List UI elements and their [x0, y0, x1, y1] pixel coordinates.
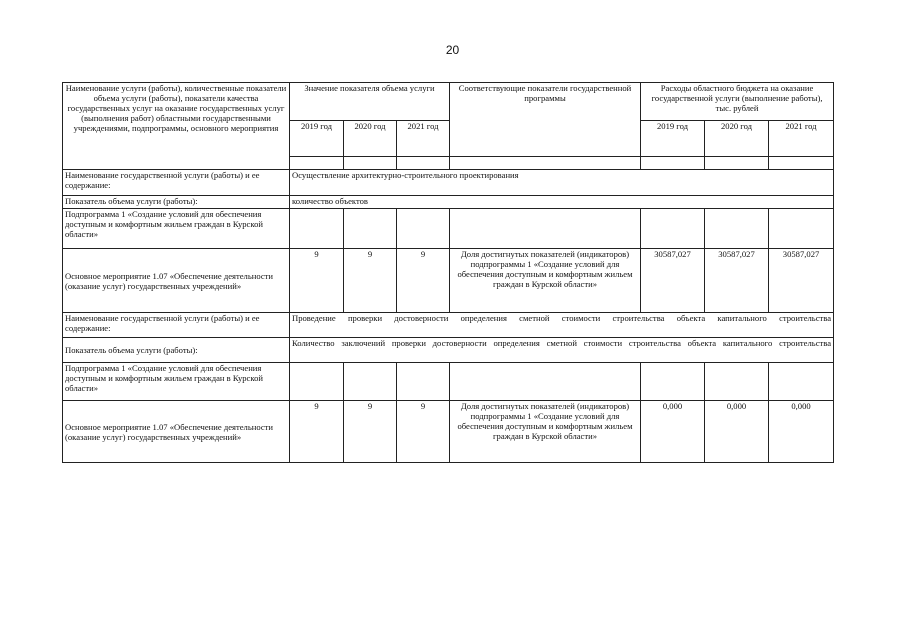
budget-year-2021: 2021 год: [769, 121, 834, 157]
table-row: [63, 338, 834, 363]
volume-year-2020: 2020 год: [344, 121, 397, 157]
volume-year-2021: 2021 год: [397, 121, 450, 157]
table-row: [63, 401, 834, 463]
header-service-name: Наименование услуги (работы), количественные показатели объема услуги (работы), показатели качества государственных услуг на оказание государственных услуг (выполнения работ) областными государственными учреждениями, подпрограммы, основного мероприятия: [63, 83, 290, 170]
service-table: [62, 82, 834, 463]
volume-value-2021: 9: [397, 401, 450, 463]
budget-year-2020: 2020 год: [705, 121, 769, 157]
indicator-value: количество объектов: [290, 196, 834, 209]
measure-label: Основное мероприятие 1.07 «Обеспечение деятельности (оказание услуг) государственных учреждений»: [63, 401, 290, 463]
volume-value-2020: 9: [344, 249, 397, 313]
indicator-label: Показатель объема услуги (работы):: [63, 338, 290, 363]
budget-value-2020: 0,000: [705, 401, 769, 463]
volume-year-2019: 2019 год: [290, 121, 344, 157]
volume-value-2019: 9: [290, 401, 344, 463]
measure-label: Основное мероприятие 1.07 «Обеспечение деятельности (оказание услуг) государственных учреждений»: [63, 249, 290, 313]
budget-value-2021: 30587,027: [769, 249, 834, 313]
budget-value-2020: 30587,027: [705, 249, 769, 313]
header-row: [63, 83, 834, 121]
subprogram-label: Подпрограмма 1 «Создание условий для обеспечения доступным и комфортным жильем граждан в Курской области»: [63, 363, 290, 401]
service-value: Проведение проверки достоверности определения сметной стоимости строительства объекта капитального строительства: [290, 313, 834, 338]
program-indicator-text: Доля достигнутых показателей (индикаторов) подпрограммы 1 «Создание условий для обеспечения доступным и комфортным жильем граждан в Курской области»: [450, 401, 641, 463]
budget-year-2019: 2019 год: [641, 121, 705, 157]
header-program-indicators: Соответствующие показатели государственной программы: [450, 83, 641, 157]
page-number: 20: [445, 43, 460, 57]
table-row: [63, 313, 834, 338]
indicator-label: Показатель объема услуги (работы):: [63, 196, 290, 209]
volume-value-2019: 9: [290, 249, 344, 313]
budget-value-2019: 30587,027: [641, 249, 705, 313]
table-row: [63, 249, 834, 313]
table-row: [63, 170, 834, 196]
volume-value-2020: 9: [344, 401, 397, 463]
budget-value-2021: 0,000: [769, 401, 834, 463]
subprogram-label: Подпрограмма 1 «Создание условий для обеспечения доступным и комфортным жильем граждан в Курской области»: [63, 209, 290, 249]
service-label: Наименование государственной услуги (работы) и ее содержание:: [63, 170, 290, 196]
service-label: Наименование государственной услуги (работы) и ее содержание:: [63, 313, 290, 338]
service-value: Осуществление архитектурно-строительного проектирования: [290, 170, 834, 196]
table-row: [63, 363, 834, 401]
volume-value-2021: 9: [397, 249, 450, 313]
header-budget-expenses: Расходы областного бюджета на оказание государственной услуги (выполнение работы), тыс. рублей: [641, 83, 834, 121]
budget-value-2019: 0,000: [641, 401, 705, 463]
header-volume-value: Значение показателя объема услуги: [290, 83, 450, 121]
program-indicator-text: Доля достигнутых показателей (индикаторов) подпрограммы 1 «Создание условий для обеспечения доступным и комфортным жильем граждан в Курской области»: [450, 249, 641, 313]
table-row: [63, 209, 834, 249]
table-row: [63, 196, 834, 209]
indicator-value: Количество заключений проверки достоверности определения сметной стоимости строительства объекта капитального строительства: [290, 338, 834, 363]
